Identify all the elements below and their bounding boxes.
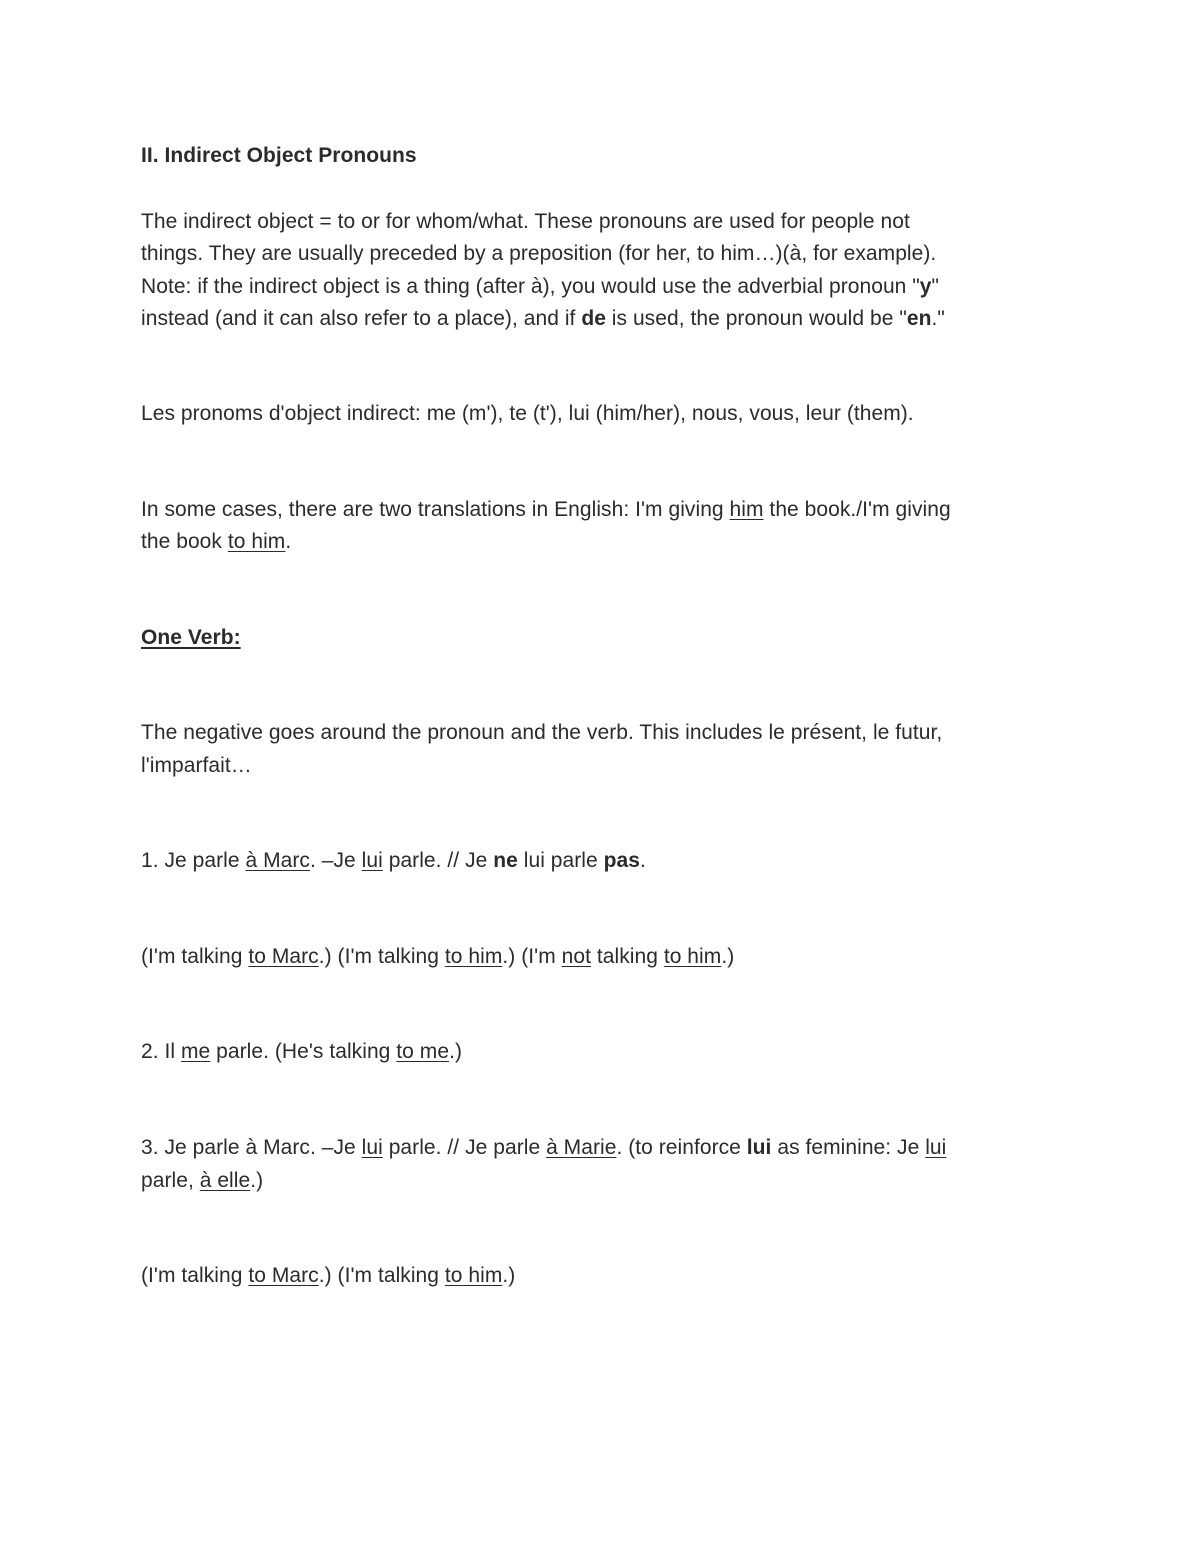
text: parle. (He's talking (210, 1040, 397, 1063)
text: . (285, 530, 292, 553)
intro-line-3 (141, 271, 939, 303)
example-3-translation (141, 1260, 515, 1292)
text: .) (449, 1040, 463, 1063)
text: the book./I'm giving (763, 498, 951, 521)
underlined-text: to him (444, 1264, 503, 1287)
underlined-text: to Marc (248, 1264, 319, 1287)
underlined-text: me (180, 1040, 211, 1063)
intro-line-2: things. They are usually preceded by a preposition (for her, to him…)(à, for example). (141, 242, 937, 265)
underlined-text: lui (925, 1136, 947, 1159)
text: .) (I'm talking (318, 945, 445, 968)
text: " (931, 275, 940, 298)
translations-line-2 (141, 526, 291, 558)
example-3-line-1 (141, 1132, 946, 1164)
text: 2. Il (141, 1040, 181, 1063)
negative-line-2: l'imparfait… (141, 754, 252, 777)
text: . (639, 849, 646, 872)
text: .) (502, 1264, 516, 1287)
underlined-text: lui (361, 849, 383, 872)
bold-text: ne (493, 849, 518, 872)
underlined-text: lui (361, 1136, 383, 1159)
text: .) (250, 1169, 264, 1192)
bold-term-y: y (919, 275, 932, 298)
example-2 (141, 1036, 462, 1068)
section-heading: One Verb: (141, 626, 241, 649)
text: .) (I'm talking (318, 1264, 445, 1287)
text: 3. Je parle à Marc. –Je (141, 1136, 362, 1159)
bold-text: lui (746, 1136, 772, 1159)
underlined-text: him (729, 498, 764, 521)
text: . (to reinforce (616, 1136, 747, 1159)
translations-line-1 (141, 494, 951, 526)
underlined-text: to Marc (248, 945, 319, 968)
text: the book (141, 530, 228, 553)
text: is used, the pronoun would be " (605, 307, 907, 330)
underlined-text: to me (396, 1040, 450, 1063)
underlined-text: à Marie (546, 1136, 617, 1159)
bold-term-en: en (906, 307, 932, 330)
text: .) (I'm (502, 945, 562, 968)
text: parle. // Je parle (382, 1136, 547, 1159)
text: (I'm talking (141, 945, 249, 968)
text: instead (and it can also refer to a place), and if (141, 307, 582, 330)
bold-text: pas (603, 849, 640, 872)
text: lui parle (517, 849, 604, 872)
example-1-translation (141, 941, 734, 973)
underlined-text: to him (227, 530, 286, 553)
text: talking (590, 945, 664, 968)
text: parle. // Je (382, 849, 494, 872)
underlined-text: à elle (199, 1169, 251, 1192)
text: 1. Je parle (141, 849, 246, 872)
underlined-text: to him (444, 945, 503, 968)
text: .) (721, 945, 735, 968)
bold-term-de: de (581, 307, 606, 330)
text: . –Je (309, 849, 362, 872)
text: parle, (141, 1169, 200, 1192)
text: as feminine: Je (771, 1136, 926, 1159)
text: In some cases, there are two translations in English: I'm giving (141, 498, 730, 521)
pronouns-line: Les pronoms d'object indirect: me (m'), te (t'), lui (him/her), nous, vous, leur (them). (141, 402, 914, 425)
underlined-text: not (561, 945, 591, 968)
text: ." (931, 307, 945, 330)
intro-line-1: The indirect object = to or for whom/what. These pronouns are used for people not (141, 210, 910, 233)
text: Note: if the indirect object is a thing (after à), you would use the adverbial pronoun " (141, 275, 920, 298)
negative-line-1: The negative goes around the pronoun and the verb. This includes le présent, le futur, (141, 721, 943, 744)
underlined-text: to him (663, 945, 722, 968)
intro-line-4 (141, 303, 945, 335)
document-title: II. Indirect Object Pronouns (141, 144, 417, 167)
underlined-text: à Marc (245, 849, 310, 872)
example-1 (141, 845, 646, 877)
example-3-line-2 (141, 1165, 263, 1197)
text: (I'm talking (141, 1264, 249, 1287)
